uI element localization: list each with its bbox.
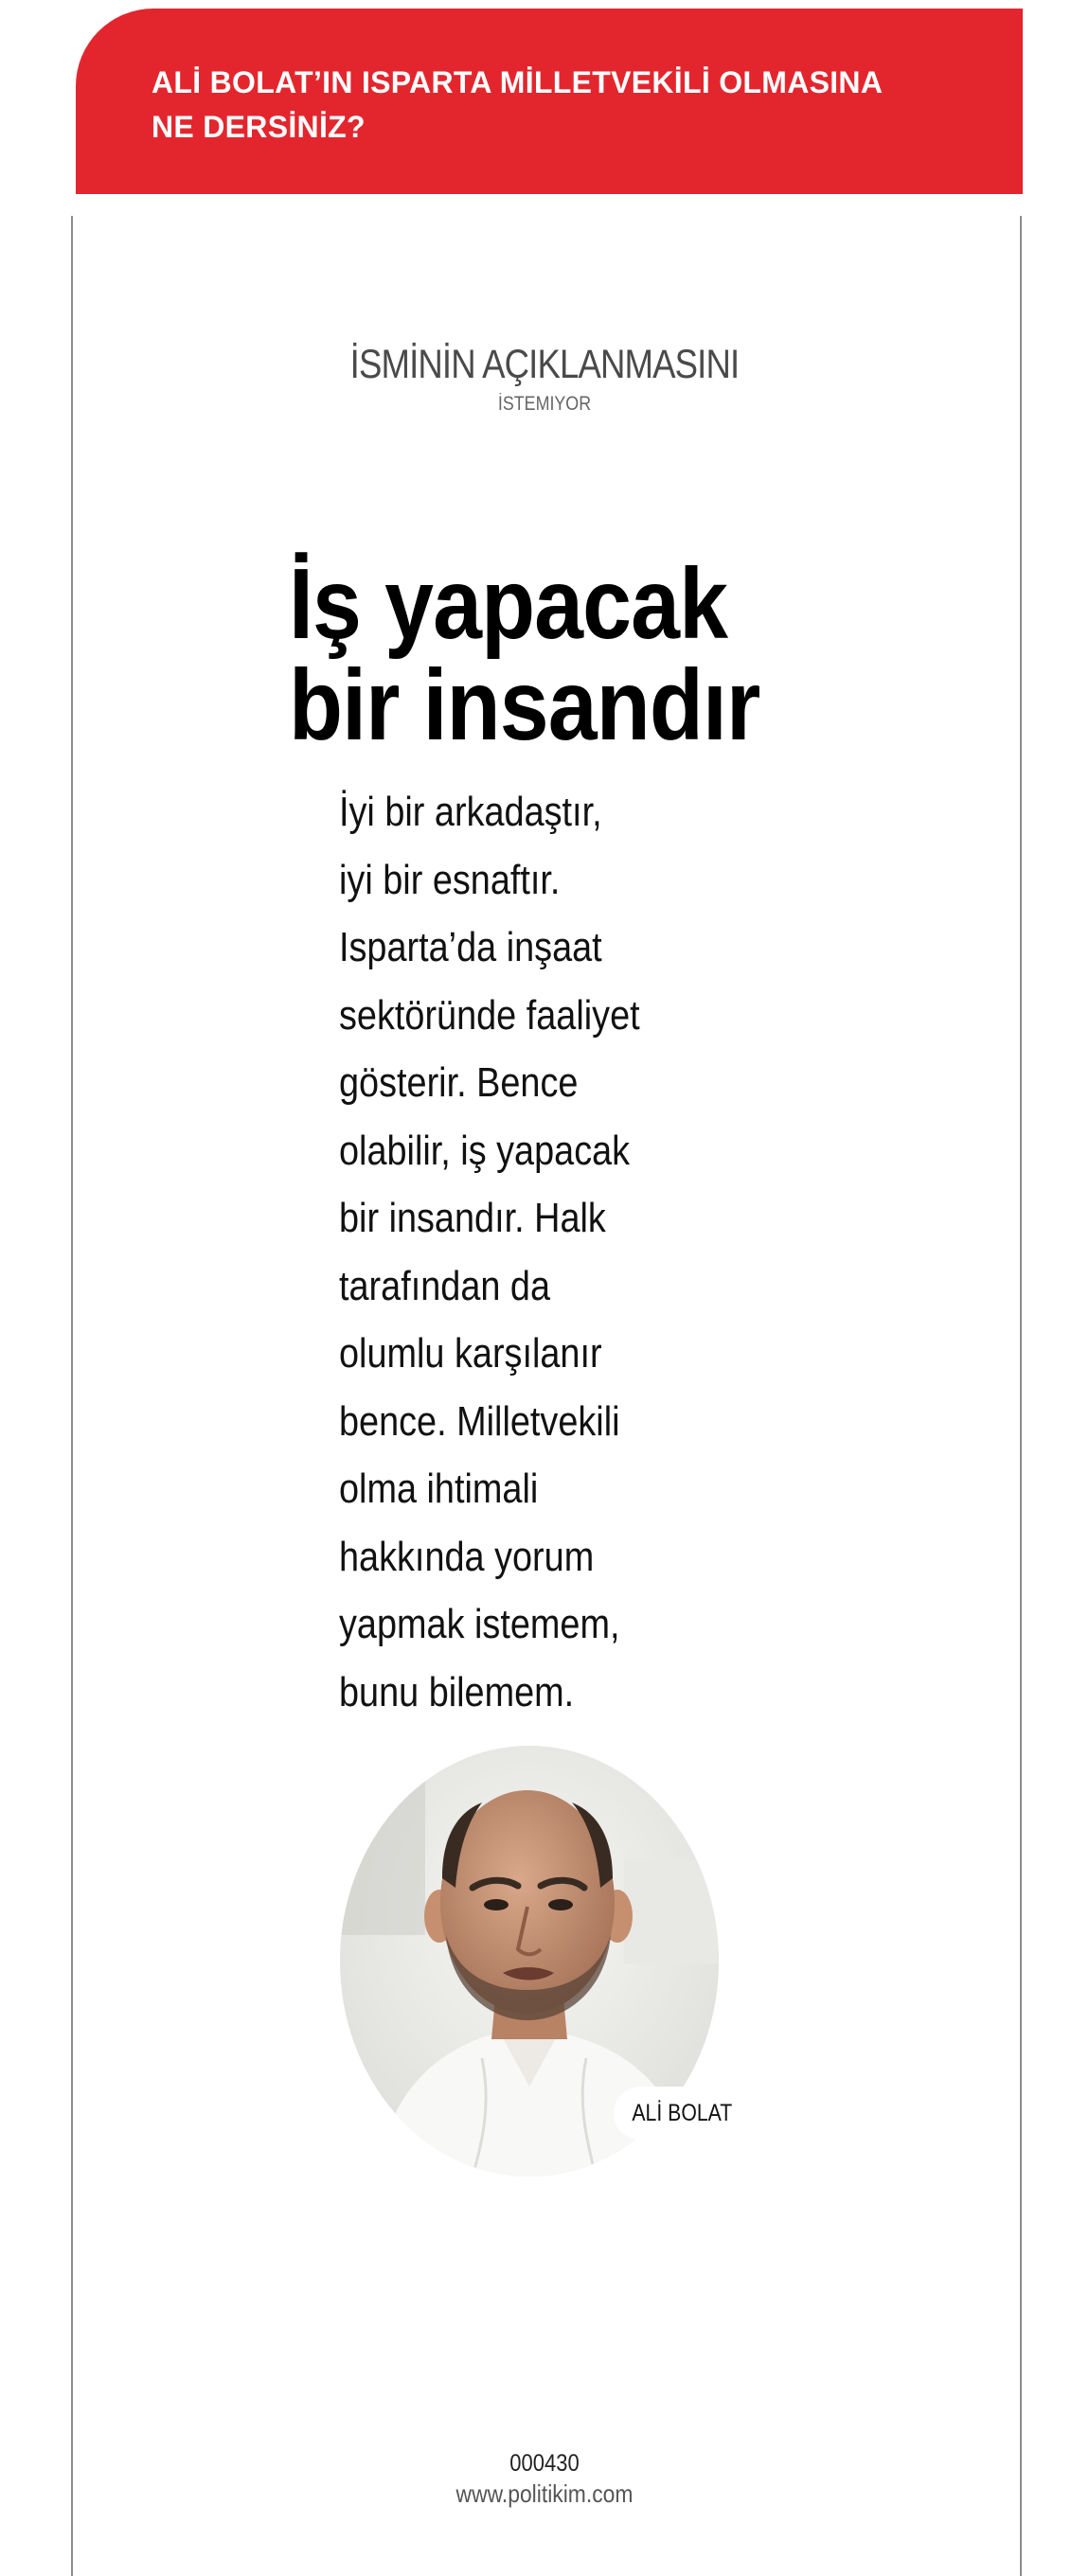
article-headline <box>289 548 760 761</box>
frame-border-left <box>71 216 73 2576</box>
question-title-line-1: ALİ BOLAT’IN ISPARTA MİLLETVEKİLİ OLMASINA <box>152 65 884 99</box>
person-name: ALİ BOLAT <box>632 2099 733 2126</box>
name-caption-badge <box>614 2087 751 2140</box>
headline-line: bir insandır <box>289 649 760 761</box>
body-line: sektöründe faaliyet <box>339 991 640 1039</box>
body-line: hakkında yorum <box>339 1533 595 1580</box>
body-line: bunu bilemem. <box>339 1668 575 1715</box>
body-line: gösterir. Bence <box>339 1059 579 1106</box>
article-body <box>339 778 681 1726</box>
website-link[interactable]: www.politikim.com <box>455 2479 634 2508</box>
respondent-label <box>0 336 1089 416</box>
body-line: tarafından da <box>339 1262 551 1309</box>
headline-line: İş yapacak <box>289 548 728 660</box>
body-line: olabilir, iş yapacak <box>339 1127 631 1174</box>
anonymity-notice: İSMİNİN AÇIKLANMASINI <box>349 342 740 387</box>
body-line: bir insandır. Halk <box>339 1195 606 1241</box>
page-code: 000430 <box>509 2450 580 2477</box>
page-footer <box>0 2449 1089 2510</box>
body-line: Isparta’da inşaat <box>339 924 602 970</box>
frame-border-right <box>1020 216 1022 2576</box>
anonymity-notice-sub: İSTEMIYOR <box>497 393 592 415</box>
body-line: olumlu karşılanır <box>339 1330 602 1377</box>
header-banner <box>76 9 1023 194</box>
body-line: olma ihtimali <box>339 1466 539 1512</box>
question-title-line-2: NE DERSİNİZ? <box>152 110 366 144</box>
body-line: iyi bir esnaftır. <box>339 856 561 903</box>
body-line: yapmak istemem, <box>339 1601 620 1647</box>
question-title <box>152 61 1004 150</box>
body-line: İyi bir arkadaştır, <box>339 789 602 835</box>
body-line: bence. Milletvekili <box>339 1397 620 1445</box>
